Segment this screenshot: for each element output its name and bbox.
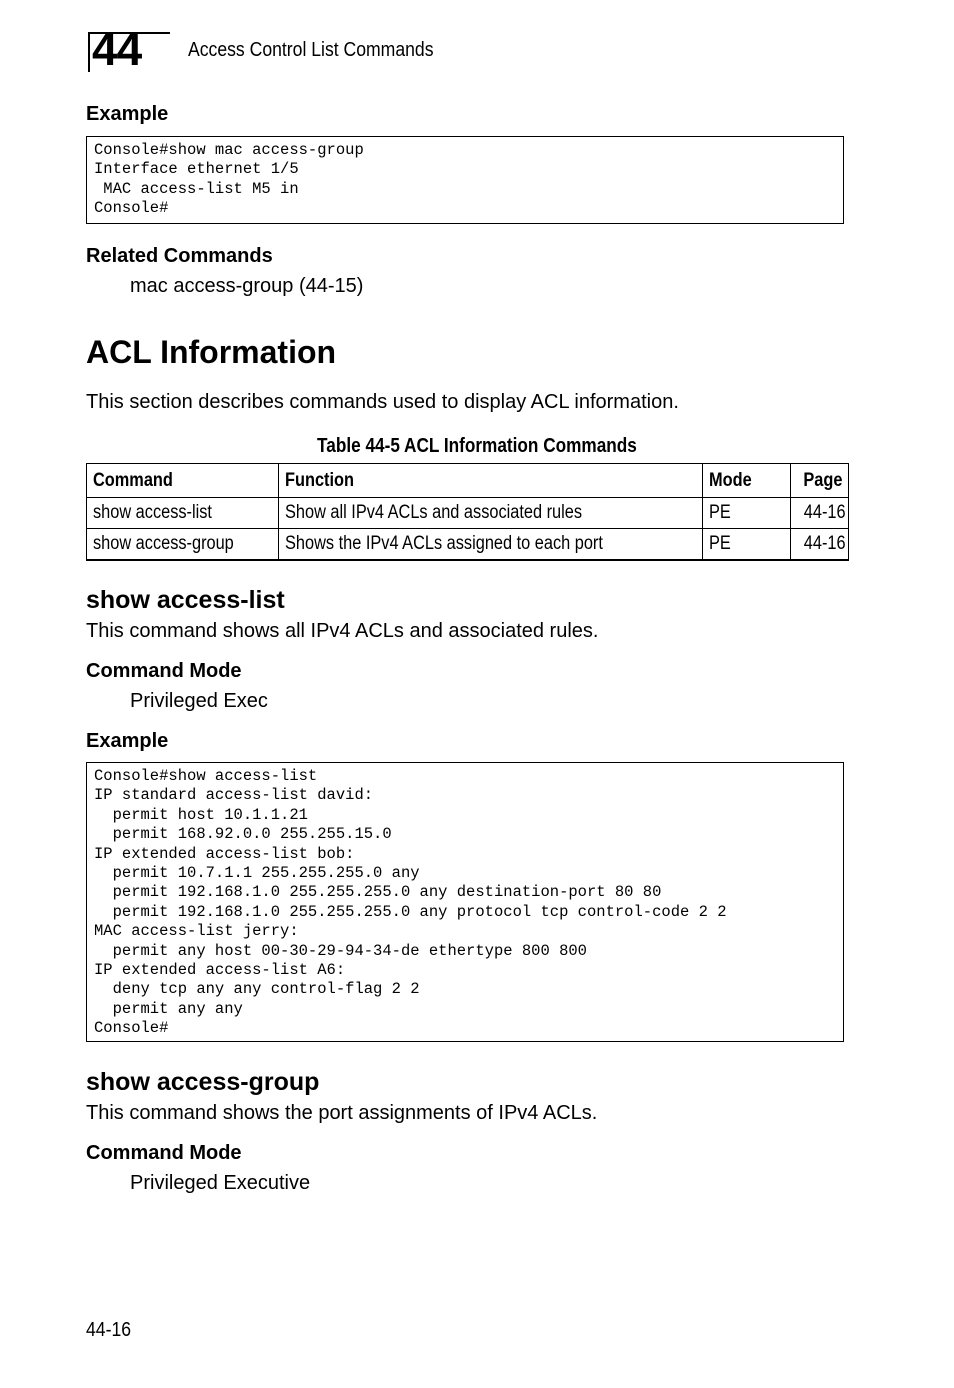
column-header-mode: Mode xyxy=(703,464,791,498)
code-line: MAC access-list jerry: xyxy=(94,922,299,941)
show-access-group-title: show access-group xyxy=(86,1068,320,1096)
code-line: Console# xyxy=(94,199,169,218)
code-line: permit host 10.1.1.21 xyxy=(94,805,308,824)
code-block-show-access-list xyxy=(86,762,844,1042)
code-line: IP extended access-list A6: xyxy=(94,960,346,979)
table-cell-function: Show all IPv4 ACLs and associated rules xyxy=(279,498,703,529)
column-header-function: Function xyxy=(279,464,703,498)
code-line: permit 10.7.1.1 255.255.255.0 any xyxy=(94,863,420,882)
table-row xyxy=(87,498,849,529)
code-line: permit any any xyxy=(94,999,243,1018)
table-header-row xyxy=(87,464,849,498)
example-heading: Example xyxy=(86,103,169,125)
table-row xyxy=(87,529,849,561)
code-line: MAC access-list M5 in xyxy=(94,179,299,198)
code-line: permit 192.168.1.0 255.255.255.0 any protocol tcp control-code 2 2 xyxy=(94,902,727,921)
example-heading: Example xyxy=(86,730,169,752)
chapter-number: 44 xyxy=(92,23,142,75)
section-title: ACL Information xyxy=(86,334,337,370)
table-cell-command: show access-list xyxy=(87,498,279,529)
code-line: IP extended access-list bob: xyxy=(94,844,355,863)
running-title: Access Control List Commands xyxy=(188,39,434,61)
code-line: Console#show mac access-group xyxy=(94,141,364,159)
section-description: This section describes commands used to display ACL information. xyxy=(86,391,679,413)
table-cell-function: Shows the IPv4 ACLs assigned to each port xyxy=(279,529,703,561)
related-command-link[interactable]: mac access-group (44-15) xyxy=(130,275,364,297)
table-cell-page: 44-16 xyxy=(791,529,849,561)
related-commands-heading: Related Commands xyxy=(86,245,273,267)
code-line: permit 192.168.1.0 255.255.255.0 any destination-port 80 80 xyxy=(94,883,662,902)
table-cell-mode: PE xyxy=(703,498,791,529)
table-cell-mode: PE xyxy=(703,529,791,561)
code-block-mac-access-group xyxy=(86,136,844,224)
table-caption: Table 44-5 ACL Information Commands xyxy=(317,435,637,457)
code-line: deny tcp any any control-flag 2 2 xyxy=(94,980,420,999)
command-mode-value: Privileged Exec xyxy=(130,690,268,712)
table-cell-page: 44-16 xyxy=(791,498,849,529)
command-mode-value: Privileged Executive xyxy=(130,1172,311,1194)
code-line: IP standard access-list david: xyxy=(94,786,374,805)
show-access-list-title: show access-list xyxy=(86,586,285,614)
code-line: permit 168.92.0.0 255.255.15.0 xyxy=(94,825,392,844)
acl-commands-table xyxy=(86,463,849,561)
code-line: Console# xyxy=(94,1019,169,1038)
table-cell-command: show access-group xyxy=(87,529,279,561)
command-mode-heading: Command Mode xyxy=(86,660,242,682)
column-header-page: Page xyxy=(791,464,849,498)
page-number: 44-16 xyxy=(86,1319,132,1341)
show-access-group-description: This command shows the port assignments of IPv4 ACLs. xyxy=(86,1102,598,1124)
code-line: Console#show access-list xyxy=(94,767,318,785)
show-access-list-description: This command shows all IPv4 ACLs and associated rules. xyxy=(86,620,599,642)
column-header-command: Command xyxy=(87,464,279,498)
code-line: permit any host 00-30-29-94-34-de ethertype 800 800 xyxy=(94,941,587,960)
code-line: Interface ethernet 1/5 xyxy=(94,160,299,179)
command-mode-heading: Command Mode xyxy=(86,1142,242,1164)
